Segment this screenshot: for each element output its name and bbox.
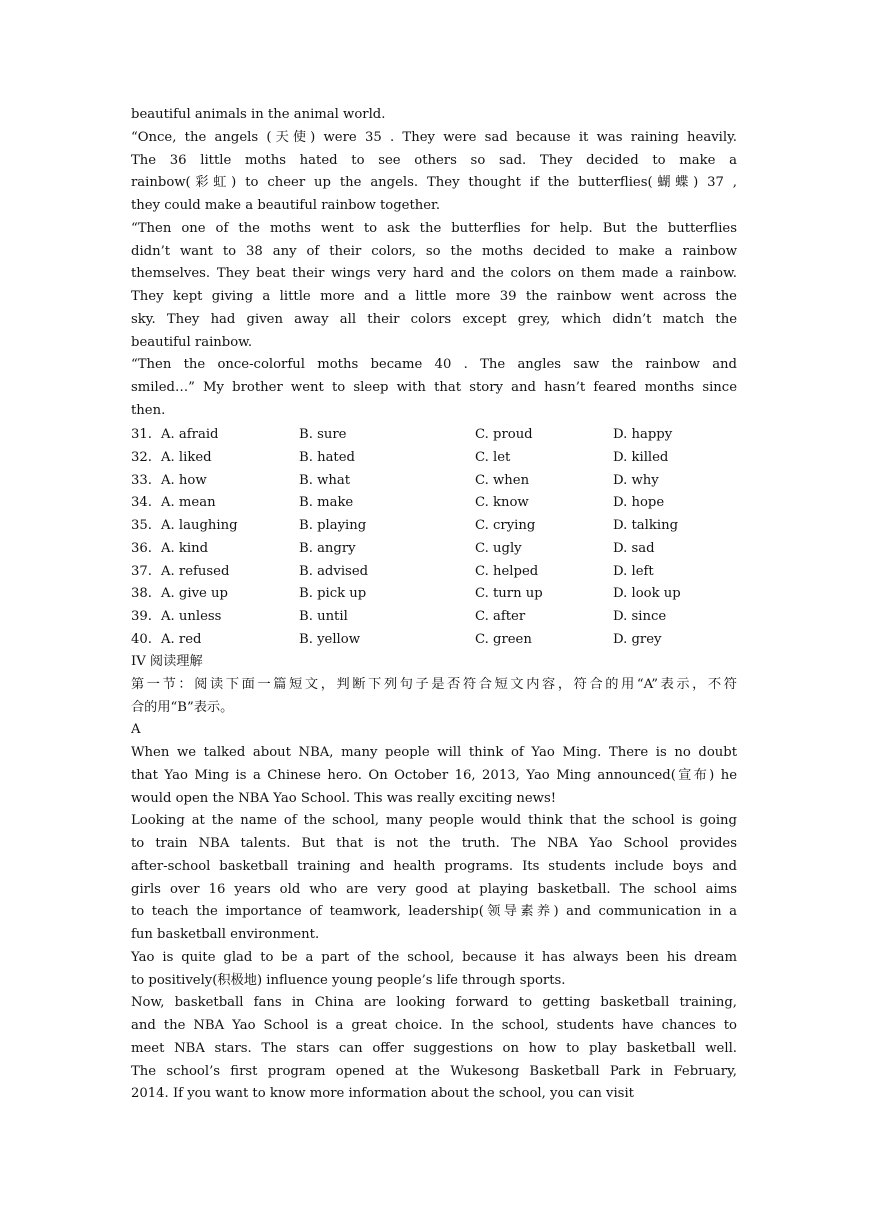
option-d: D. left: [613, 563, 654, 579]
option-row: [131, 492, 737, 515]
story-line: “Then one of the moths went to ask the butterflies for help. But the butterflies: [131, 220, 737, 236]
option-c: C. crying: [475, 518, 536, 533]
option-d: D. hope: [613, 495, 665, 511]
story-line: beautiful animals in the animal world.: [131, 107, 386, 122]
story-line: they could make a beautiful rainbow together.: [131, 198, 441, 213]
story-line: “Then the once-colorful moths became 40 . The angles saw the rainbow and: [131, 357, 737, 373]
option-b: B. sure: [299, 427, 347, 442]
option-b: B. playing: [299, 518, 367, 533]
option-d: D. talking: [613, 518, 679, 533]
option-a: A. red: [161, 631, 202, 647]
passage-line: 2014. If you want to know more information about the school, you can visit: [131, 1086, 634, 1102]
passage-line: The school’s first program opened at the Wukesong Basketball Park in February,: [131, 1063, 737, 1079]
question-number: 34.: [131, 495, 152, 511]
story-line: rainbow(彩虹) to cheer up the angels. They thought if the butterflies(蝴蝶) 37 ,: [131, 175, 737, 191]
question-number: 37.: [131, 563, 152, 579]
question-number: 31.: [131, 427, 152, 442]
option-c: C. after: [475, 609, 526, 624]
option-c: C. ugly: [475, 540, 522, 556]
option-row: [131, 447, 737, 470]
passage-line: girls over 16 years old who are very good at playing basketball. The school aims: [131, 881, 737, 897]
passage-line: Yao is quite glad to be a part of the school, because it has always been his dream: [131, 949, 737, 965]
option-b: B. pick up: [299, 586, 367, 602]
option-c: C. when: [475, 472, 530, 488]
option-b: B. until: [299, 609, 348, 624]
option-d: D. killed: [613, 449, 669, 465]
option-row: [131, 606, 737, 629]
passage-line: to positively(积极地) influence young people’s life through sports.: [131, 972, 566, 988]
passage-line: would open the NBA Yao School. This was really exciting news!: [131, 790, 557, 806]
option-b: B. hated: [299, 449, 355, 465]
story-line: smiled…” My brother went to sleep with that story and hasn’t feared months since: [131, 380, 737, 395]
section-heading: IV 阅读理解: [131, 654, 203, 669]
option-d: D. sad: [613, 540, 655, 556]
option-a: A. refused: [161, 563, 230, 579]
option-c: C. green: [475, 631, 532, 647]
option-d: D. grey: [613, 631, 662, 647]
option-b: B. what: [299, 472, 351, 488]
instruction-line: 第一节：阅读下面一篇短文，判断下列句子是否符合短文内容，符合的用“A”表示，不符: [131, 676, 737, 692]
option-row: [131, 561, 737, 584]
option-b: B. make: [299, 495, 354, 511]
option-b: B. angry: [299, 540, 356, 556]
story-line: themselves. They beat their wings very hard and the colors on them made a rainbow.: [131, 266, 737, 282]
passage-line: When we talked about NBA, many people will think of Yao Ming. There is no doubt: [131, 745, 737, 760]
story-line: The 36 little moths hated to see others so sad. They decided to make a: [131, 152, 737, 168]
passage-label: A: [131, 722, 141, 738]
passage-line: Now, basketball fans in China are looking forward to getting basketball training,: [131, 995, 737, 1011]
cloze-story: [131, 104, 737, 423]
option-b: B. yellow: [299, 631, 360, 647]
option-a: A. liked: [161, 449, 212, 465]
question-number: 32.: [131, 449, 152, 465]
option-d: D. why: [613, 472, 659, 488]
passage-line: that Yao Ming is a Chinese hero. On October 16, 2013, Yao Ming announced(宣布) he: [131, 767, 737, 783]
option-row: [131, 629, 737, 652]
option-b: B. advised: [299, 563, 369, 579]
option-row: [131, 515, 737, 538]
story-line: didn’t want to 38 any of their colors, so the moths decided to make a rainbow: [131, 243, 737, 259]
question-number: 38.: [131, 586, 152, 602]
question-number: 36.: [131, 540, 152, 556]
question-number: 39.: [131, 609, 152, 624]
option-a: A. give up: [161, 586, 228, 602]
option-c: C. proud: [475, 427, 533, 442]
reading-section: [131, 651, 737, 1106]
option-c: C. helped: [475, 563, 539, 579]
option-a: A. unless: [161, 609, 222, 624]
passage-line: Looking at the name of the school, many people would think that the school is going: [131, 813, 737, 829]
option-a: A. mean: [161, 495, 216, 511]
story-line: sky. They had given away all their colors except grey, which didn’t match the: [131, 311, 737, 327]
story-line: then.: [131, 402, 166, 418]
passage-line: meet NBA stars. The stars can offer suggestions on how to play basketball well.: [131, 1040, 737, 1056]
option-a: A. kind: [161, 540, 209, 556]
passage-line: after-school basketball training and health programs. Its students include boys and: [131, 858, 737, 874]
option-c: C. know: [475, 495, 529, 511]
passage-line: to train NBA talents. But that is not the truth. The NBA Yao School provides: [131, 836, 737, 851]
question-number: 33.: [131, 472, 152, 488]
option-c: C. turn up: [475, 586, 543, 602]
story-line: “Once, the angels (天使) were 35 . They were sad because it was raining heavily.: [131, 129, 737, 145]
option-a: A. afraid: [161, 427, 219, 442]
option-c: C. let: [475, 449, 511, 465]
question-number: 35.: [131, 518, 152, 533]
story-line: They kept giving a little more and a little more 39 the rainbow went across the: [131, 289, 737, 304]
option-row: [131, 470, 737, 493]
option-row: [131, 424, 737, 447]
passage-line: and the NBA Yao School is a great choice. In the school, students have chances to: [131, 1018, 737, 1033]
option-row: [131, 583, 737, 606]
option-d: D. look up: [613, 586, 681, 602]
passage-line: fun basketball environment.: [131, 927, 320, 942]
question-number: 40.: [131, 631, 152, 647]
story-line: beautiful rainbow.: [131, 334, 253, 350]
option-a: A. laughing: [161, 518, 238, 533]
options-table: [131, 424, 737, 652]
option-d: D. happy: [613, 427, 673, 442]
passage-line: to teach the importance of teamwork, leadership(领导素养) and communication in a: [131, 904, 737, 920]
option-a: A. how: [161, 472, 207, 488]
option-row: [131, 538, 737, 561]
instruction-line: 合的用“B”表示。: [131, 699, 234, 715]
option-d: D. since: [613, 609, 667, 624]
